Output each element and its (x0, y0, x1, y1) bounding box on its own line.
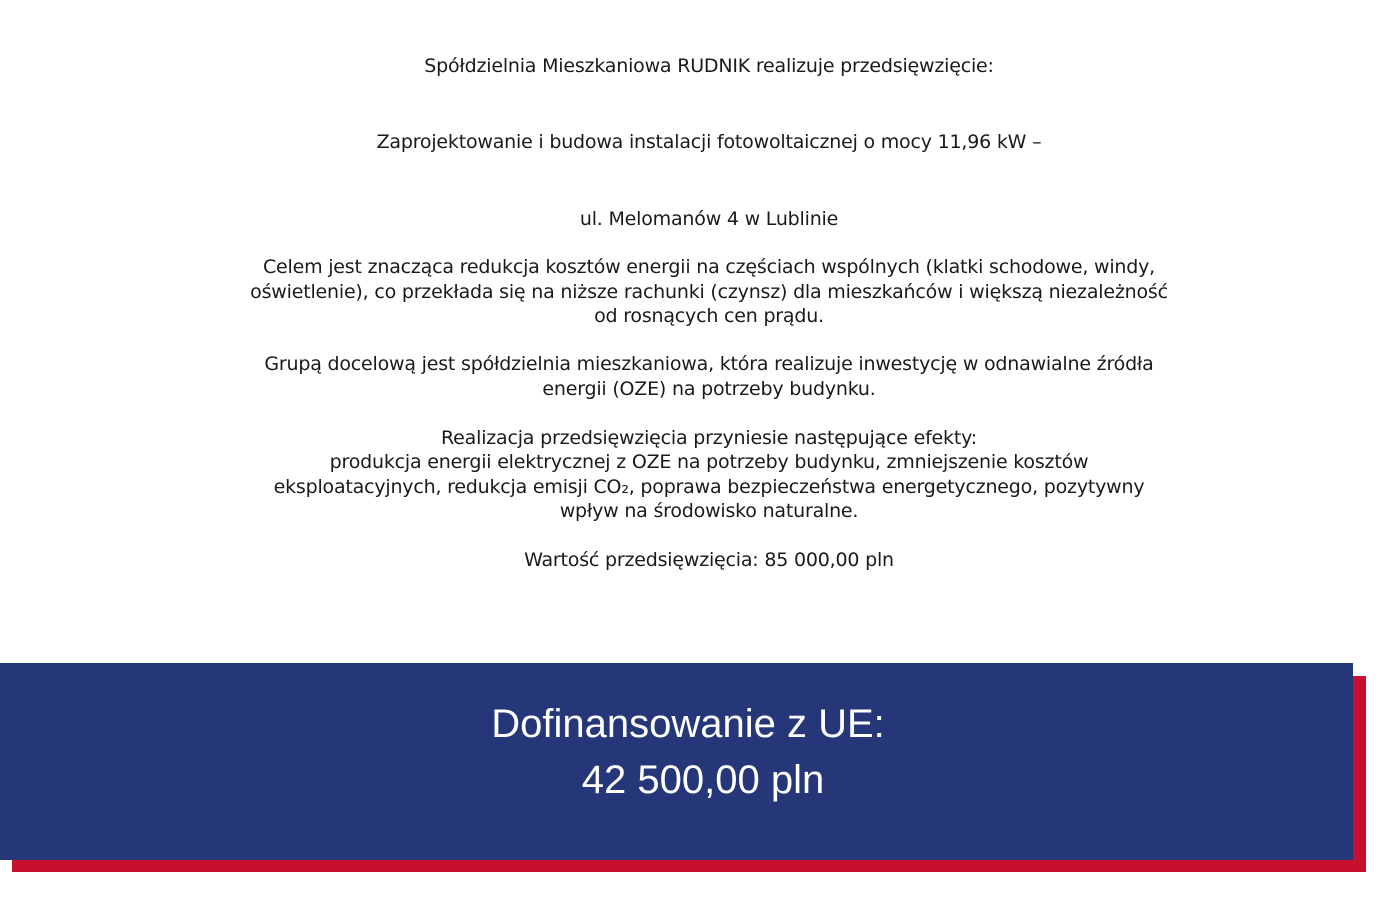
intro-line: Spółdzielnia Mieszkaniowa RUDNIK realizuje przedsięwzięcie: (424, 55, 994, 77)
goal-paragraph (0, 255, 1378, 329)
intro-text (0, 54, 1378, 79)
funding-amount: 42 500,00 pln (581, 758, 825, 802)
project-title-line: Zaprojektowanie i budowa instalacji fotowoltaicznej o mocy 11,96 kW – (376, 131, 1042, 153)
project-title (0, 130, 1378, 155)
project-value-text: Wartość przedsięwzięcia: 85 000,00 pln (524, 549, 894, 571)
target-group-text: Grupą docelową jest spółdzielnia mieszkaniowa, która realizuje inwestycję w odnawialne źródła energii (OZE) na potrzeby budynku. (264, 353, 1154, 400)
effects-text: produkcja energii elektrycznej z OZE na potrzeby budynku, zmniejszenie kosztów eksploatacyjnych, redukcja emisji CO₂, poprawa bezpieczeństwa energetycznego, pozytywny wpływ na środowisko naturalne. (273, 451, 1145, 522)
goal-text: Celem jest znacząca redukcja kosztów energii na częściach wspólnych (klatki schodowe, windy, oświetlenie), co przekłada się na niższe rachunki (czynsz) dla mieszkańców i większą niezależność od rosnących cen prądu. (250, 256, 1168, 327)
funding-banner (0, 663, 1353, 860)
effects-heading (0, 426, 1378, 451)
funding-title: Dofinansowanie z UE: (491, 702, 885, 746)
effects-heading-text: Realizacja przedsięwzięcia przyniesie następujące efekty: (441, 427, 977, 449)
target-group-paragraph (0, 352, 1378, 401)
project-address (0, 207, 1378, 232)
project-value (0, 548, 1378, 573)
address-line: ul. Melomanów 4 w Lublinie (579, 208, 839, 230)
effects-paragraph (0, 450, 1378, 524)
